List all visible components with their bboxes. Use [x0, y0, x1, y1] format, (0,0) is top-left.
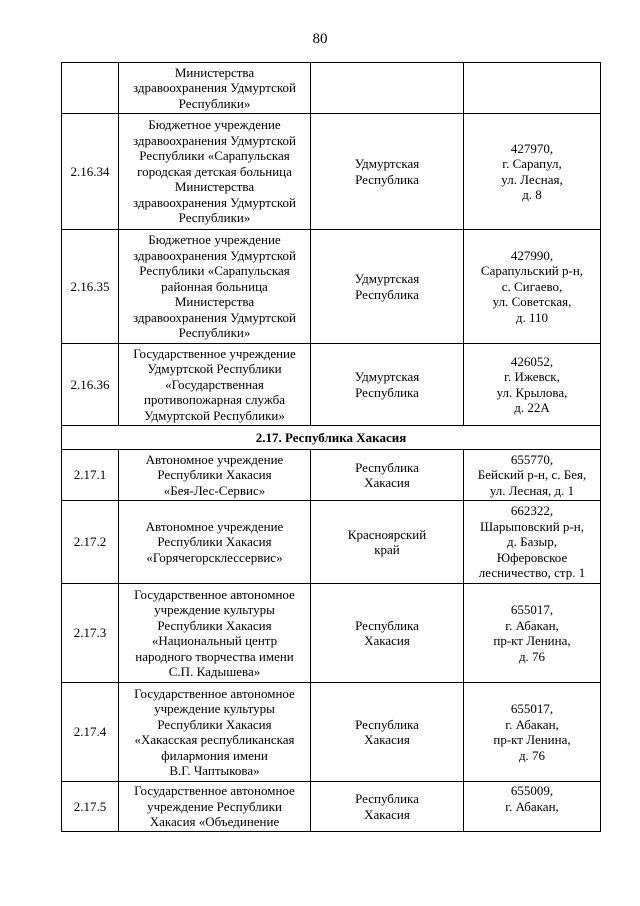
- section-header-row: [62, 426, 601, 450]
- table-row: [62, 450, 601, 501]
- table-row: [62, 584, 601, 683]
- section-title: 2.17. Республика Хакасия: [62, 426, 601, 450]
- registry-table: [61, 62, 601, 832]
- address: 427990, Сарапульский р-н, с. Сигаево, ул. Советская, д. 110: [464, 230, 601, 344]
- row-number: 2.16.34: [62, 114, 119, 230]
- table-row: [62, 683, 601, 782]
- organization-name: Государственное автономное учреждение культуры Республики Хакасия «Хакасская республиканская филармония имени В.Г. Чаптыкова»: [119, 683, 311, 782]
- address: 655017, г. Абакан, пр-кт Ленина, д. 76: [464, 584, 601, 683]
- region: Республика Хакасия: [311, 683, 464, 782]
- address: 426052, г. Ижевск, ул. Крылова, д. 22А: [464, 344, 601, 426]
- address: 662322, Шарыповский р-н, д. Базыр, Юферовское лесничество, стр. 1: [464, 501, 601, 584]
- address: 655770, Бейский р-н, с. Бея, ул. Лесная, д. 1: [464, 450, 601, 501]
- row-number: 2.17.1: [62, 450, 119, 501]
- organization-name: Бюджетное учреждение здравоохранения Удмуртской Республики «Сарапульская городская детская больница Министерства здравоохранения Удмуртской Республики»: [119, 114, 311, 230]
- address: [464, 63, 601, 114]
- row-number: 2.17.3: [62, 584, 119, 683]
- row-number: 2.17.5: [62, 782, 119, 832]
- row-number: 2.16.35: [62, 230, 119, 344]
- address: 655017, г. Абакан, пр-кт Ленина, д. 76: [464, 683, 601, 782]
- organization-name: Министерства здравоохранения Удмуртской Республики»: [119, 63, 311, 114]
- row-number: 2.17.4: [62, 683, 119, 782]
- table-row: [62, 230, 601, 344]
- row-number: [62, 63, 119, 114]
- table-row: [62, 114, 601, 230]
- region: Удмуртская Республика: [311, 114, 464, 230]
- organization-name: Бюджетное учреждение здравоохранения Удмуртской Республики «Сарапульская районная больница Министерства здравоохранения Удмуртской Республики»: [119, 230, 311, 344]
- row-number: 2.16.36: [62, 344, 119, 426]
- region: Удмуртская Республика: [311, 344, 464, 426]
- region: Красноярский край: [311, 501, 464, 584]
- organization-name: Государственное автономное учреждение Республики Хакасия «Объединение: [119, 782, 311, 832]
- table-row: [62, 782, 601, 832]
- address: 427970, г. Сарапул, ул. Лесная, д. 8: [464, 114, 601, 230]
- page-number: 80: [312, 31, 328, 47]
- address: 655009, г. Абакан,: [464, 782, 601, 832]
- region: Удмуртская Республика: [311, 230, 464, 344]
- organization-name: Автономное учреждение Республики Хакасия «Горячегорсклессервис»: [119, 501, 311, 584]
- region: Республика Хакасия: [311, 584, 464, 683]
- table-row: [62, 501, 601, 584]
- organization-name: Государственное учреждение Удмуртской Республики «Государственная противопожарная служба Удмуртской Республики»: [119, 344, 311, 426]
- row-number: 2.17.2: [62, 501, 119, 584]
- organization-name: Автономное учреждение Республики Хакасия «Бея-Лес-Сервис»: [119, 450, 311, 501]
- region: [311, 63, 464, 114]
- region: Республика Хакасия: [311, 782, 464, 832]
- table-row: [62, 344, 601, 426]
- organization-name: Государственное автономное учреждение культуры Республики Хакасия «Национальный центр народного творчества имени С.П. Кадышева»: [119, 584, 311, 683]
- table-row: [62, 63, 601, 114]
- region: Республика Хакасия: [311, 450, 464, 501]
